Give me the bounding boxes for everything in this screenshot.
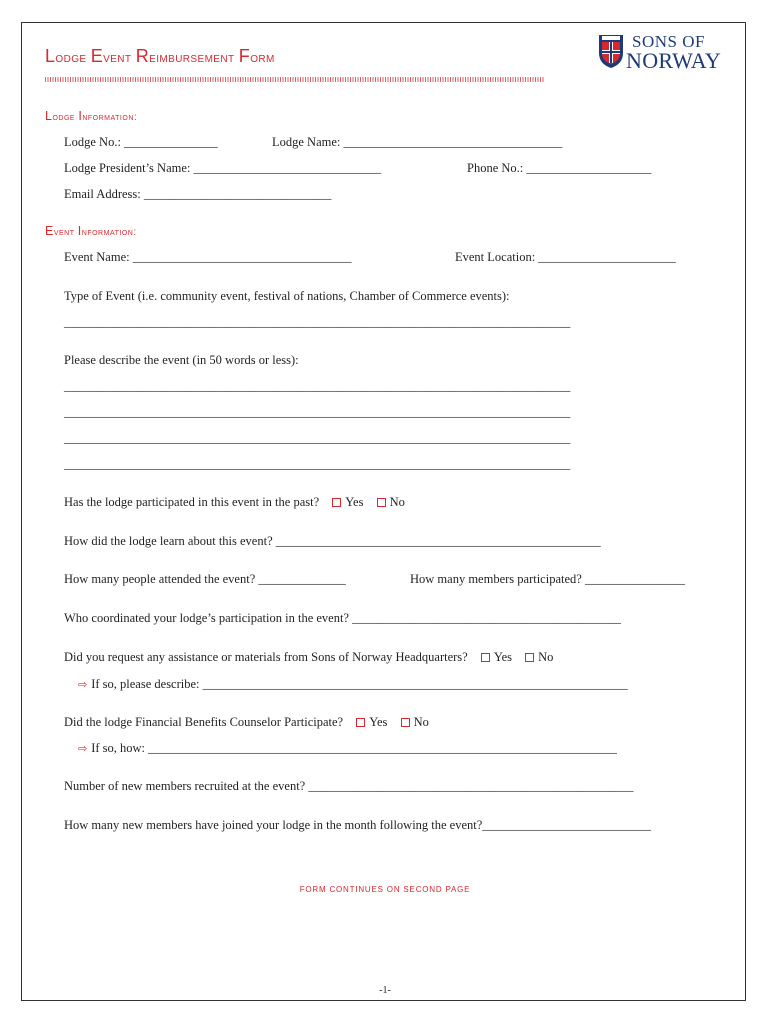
event-type-line[interactable]: _________________________________________________________________________________ <box>64 315 571 329</box>
checkbox-icon[interactable] <box>377 498 386 507</box>
checkbox-icon[interactable] <box>525 653 534 662</box>
assistance-yes-option[interactable]: Yes <box>481 650 512 664</box>
counselor-how-field[interactable]: ⇨ If so, how: ___________________________________________________________________________ <box>78 741 617 755</box>
counselor-no-option[interactable]: No <box>401 715 429 729</box>
sons-of-norway-logo <box>598 33 728 75</box>
arrow-right-icon: ⇨ <box>78 678 88 691</box>
checkbox-icon[interactable] <box>481 653 490 662</box>
phone-field[interactable]: Phone No.: ____________________ <box>467 161 652 175</box>
title-rule <box>45 77 545 82</box>
members-participated-field[interactable]: How many members participated? ________________ <box>410 572 685 586</box>
event-location-field[interactable]: Event Location: ______________________ <box>455 250 676 264</box>
form-title: Lodge Event Reimbursement Form <box>45 46 275 66</box>
counselor-label: Did the lodge Financial Benefits Counselor Participate? <box>64 715 344 729</box>
checkbox-icon[interactable] <box>356 718 365 727</box>
event-name-field[interactable]: Event Name: ___________________________________ <box>64 250 352 264</box>
logo-text-line2: NORWAY <box>626 48 722 73</box>
coordinated-field[interactable]: Who coordinated your lodge’s participation in the event? ___________________________________________ <box>64 611 621 625</box>
recruited-field[interactable]: Number of new members recruited at the event? ____________________________________________________ <box>64 779 634 793</box>
assistance-question <box>64 650 553 665</box>
participated-no-option[interactable]: No <box>377 495 405 509</box>
participated-label: Has the lodge participated in this event in the past? <box>64 495 320 509</box>
assistance-no-option[interactable]: No <box>525 650 553 664</box>
logo-text-line1: SONS OF <box>632 32 705 51</box>
describe-line[interactable]: _________________________________________________________________________________ <box>64 405 571 419</box>
checkbox-icon[interactable] <box>332 498 341 507</box>
attended-field[interactable]: How many people attended the event? ______________ <box>64 572 346 586</box>
shield-icon <box>598 33 624 69</box>
assistance-describe-field[interactable]: ⇨ If so, please describe: ____________________________________________________________________ <box>78 677 628 691</box>
participated-question <box>64 495 405 510</box>
counselor-question <box>64 715 429 730</box>
president-name-field[interactable]: Lodge President’s Name: ______________________________ <box>64 161 381 175</box>
page-number: -1- <box>379 985 391 996</box>
checkbox-icon[interactable] <box>401 718 410 727</box>
form-continues-note: FORM CONTINUES ON SECOND PAGE <box>299 885 471 894</box>
event-information-heading: Event Information: <box>45 224 137 238</box>
describe-line[interactable]: _________________________________________________________________________________ <box>64 431 571 445</box>
counselor-yes-option[interactable]: Yes <box>356 715 387 729</box>
event-type-label: Type of Event (i.e. community event, festival of nations, Chamber of Commerce events): <box>64 289 510 303</box>
email-field[interactable]: Email Address: ______________________________ <box>64 187 332 201</box>
describe-label: Please describe the event (in 50 words or less): <box>64 353 299 367</box>
assistance-label: Did you request any assistance or materials from Sons of Norway Headquarters? <box>64 650 468 664</box>
joined-field[interactable]: How many new members have joined your lodge in the month following the event?___________________________ <box>64 818 652 832</box>
lodge-name-field[interactable]: Lodge Name: ___________________________________ <box>272 135 563 149</box>
lodge-information-heading: Lodge Information: <box>45 109 138 123</box>
describe-line[interactable]: _________________________________________________________________________________ <box>64 457 571 471</box>
describe-line[interactable]: _________________________________________________________________________________ <box>64 379 571 393</box>
learn-field[interactable]: How did the lodge learn about this event? ____________________________________________________ <box>64 534 601 548</box>
arrow-right-icon: ⇨ <box>78 742 88 755</box>
lodge-no-field[interactable]: Lodge No.: _______________ <box>64 135 218 149</box>
participated-yes-option[interactable]: Yes <box>332 495 363 509</box>
